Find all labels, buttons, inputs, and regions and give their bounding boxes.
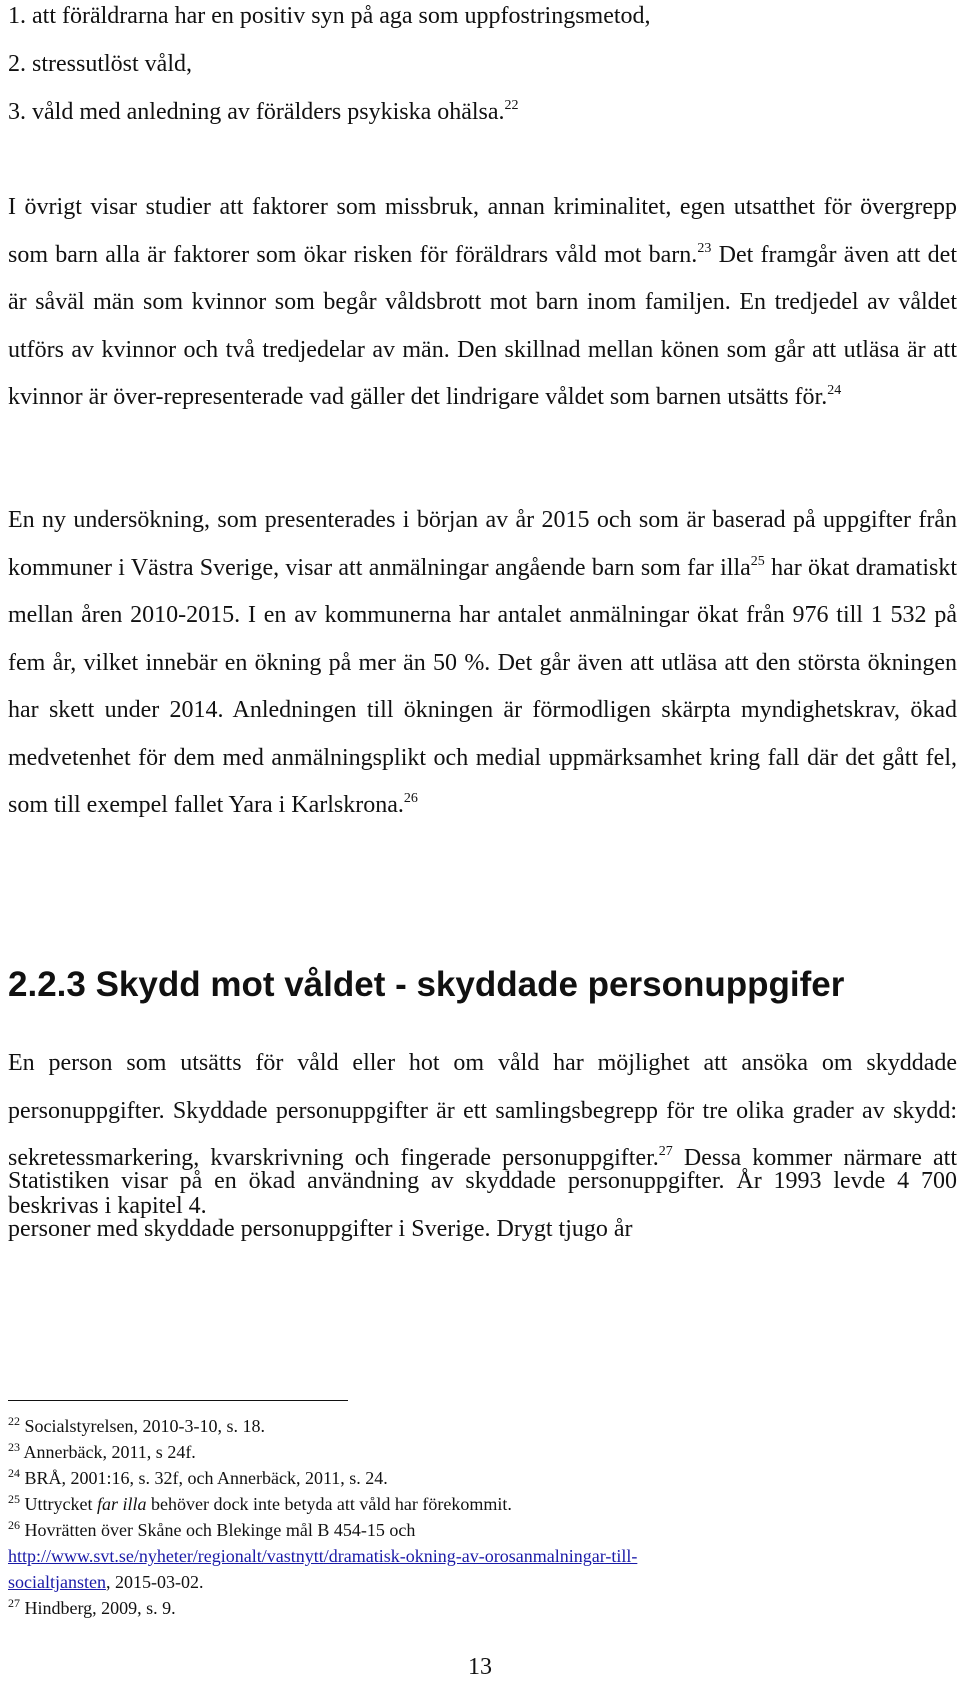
list-item: 1. att föräldrarna har en positiv syn på aga som uppfostringsmetod, bbox=[8, 3, 651, 29]
footnote-divider bbox=[8, 1400, 348, 1401]
footnote-25: $^{25}$ Uttrycket far illa behöver dock inte betyda att våld har förekommit. bbox=[8, 1492, 512, 1514]
footnote-ref[interactable]: 25 bbox=[750, 553, 765, 569]
footnote-26-link[interactable]: http://www.svt.se/nyheter/regionalt/vastnytt/dramatisk-okning-av-orosanmalningar-till- bbox=[8, 1546, 638, 1566]
footnote-26: $^{26}$ Hovrätten över Skåne och Blekinge mål B 454-15 och bbox=[8, 1518, 416, 1540]
section-heading: 2.2.3 Skydd mot våldet - skyddade personuppgifer bbox=[8, 965, 845, 1004]
footnote-ref[interactable]: 22 bbox=[504, 98, 519, 113]
footnote-27: $^{27}$ Hindberg, 2009, s. 9. bbox=[8, 1596, 176, 1618]
paragraph-protected-data: En person som utsätts för våld eller hot om våld har möjlighet att ansöka om skyddade personuppgifter. Skyddade personuppgifter är ett samlingsbegrepp för tre olika grader av skydd: sekretessmarkering, kvarskrivning och fingerade personuppgifter.$^{27}$ Dessa kommer närmare att beskrivas i kapitel 4. bbox=[8, 1050, 957, 1219]
list-item: 3. våld med anledning av förälders psykiska ohälsa.$^{22}$ bbox=[8, 98, 519, 125]
page-number: 13 bbox=[468, 1654, 492, 1680]
footnote-ref[interactable]: 27 bbox=[658, 1144, 673, 1159]
paragraph-reports-increase: En ny undersökning, som presenterades i början av år 2015 och som är baserad på uppgifter från kommuner i Västra Sverige, visar att anmälningar angående barn som far illa$^{25}$ har ökat dramatiskt mellan åren 2010-2015. I en av kommunerna har antalet anmälningar ökat från 976 till 1 532 på fem år, vilket innebär en ökning på mer än 50 %. Det går även att utläsa att den största ökningen har skett under 2014. Anledningen till ökningen är förmodligen skärpta myndighetskrav, ökad medvetenhet för dem med anmälningsplikt och medial uppmärksamhet kring fall där det gått fel, som till exempel fallet Yara i Karlskrona.$^{26}$ bbox=[8, 507, 957, 818]
footnote-26-link-cont[interactable]: socialtjansten bbox=[8, 1572, 106, 1592]
list-item: 2. stressutlöst våld, bbox=[8, 51, 192, 77]
footnote-24: $^{24}$ BRÅ, 2001:16, s. 32f, och Annerbäck, 2011, s. 24. bbox=[8, 1466, 388, 1488]
paragraph-statistics: Statistiken visar på en ökad användning av skyddade personuppgifter. År 1993 levde 4 700 personer med skyddade personuppgifter i Sverige. Drygt tjugo år bbox=[8, 1168, 957, 1242]
paragraph-risk-factors: I övrigt visar studier att faktorer som missbruk, annan kriminalitet, egen utsatthet för övergrepp som barn alla är faktorer som ökar risken för föräldrars våld mot barn.$^{23}$ Det framgår även att det är såväl män som kvinnor som begår våldsbrott mot barn inom familjen. En tredjedel av våldet utförs av kvinnor och två tredjedelar av män. Den skillnad mellan könen som går att utläsa är att kvinnor är över-representerade vad gäller det lindrigare våldet som barnen utsätts för.$^{24}$ bbox=[8, 194, 958, 410]
footnote-ref[interactable]: 24 bbox=[827, 383, 842, 398]
footnote-ref[interactable]: 26 bbox=[403, 791, 418, 806]
numbered-list bbox=[8, 0, 948, 136]
footnotes: $^{22}$ Socialstyrelsen, 2010-3-10, s. 18. $^{23}$ Annerbäck, 2011, s 24f. $^{24}$ BRÅ, 2001:16, s. 32f, och Annerbäck, 2011, s. 24. $^{25}$ Uttrycket far illa behöver dock inte betyda att våld har förekommit. $^{26}$ Hovrätten över Skåne och Blekinge mål B 454-15 och http://www.svt.se/nyheter/regionalt/vastnytt/dramatisk-okning-av-orosanmalningar-till- socialtjansten, 2015-03-02. $^{27}$ Hindberg, 2009, s. 9. bbox=[8, 1413, 928, 1621]
footnote-ref[interactable]: 23 bbox=[697, 240, 712, 256]
footnote-22: $^{22}$ Socialstyrelsen, 2010-3-10, s. 18. bbox=[8, 1414, 265, 1436]
footnote-23: $^{23}$ Annerbäck, 2011, s 24f. bbox=[8, 1440, 196, 1462]
